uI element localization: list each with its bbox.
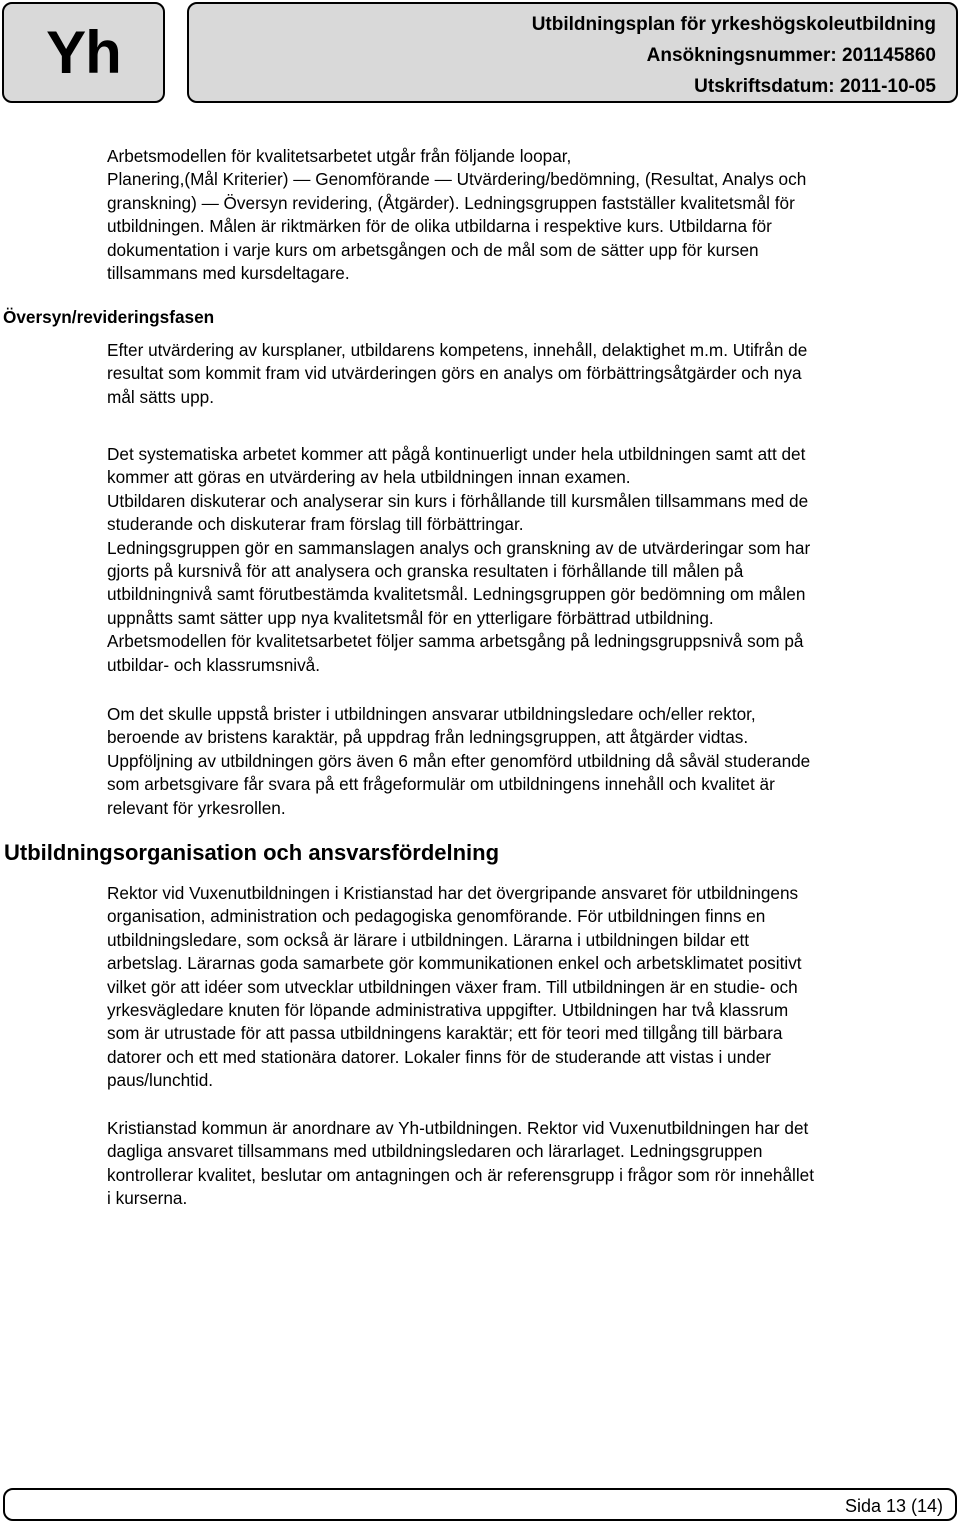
paragraph-quality-model xyxy=(107,145,942,285)
text-line: utbildningsledare, som också är lärare i utbildningen. Lärarna i utbildningen bildar ett xyxy=(107,929,750,950)
text-line: Rektor vid Vuxenutbildningen i Kristianstad har det övergripande ansvaret för utbildningens xyxy=(107,883,799,903)
text-line: Utbildaren diskuterar och analyserar sin kurs i förhållande till kursmålen tillsammans med de xyxy=(107,490,809,511)
text-line: Arbetsmodellen för kvalitetsarbetet följer samma arbetsgång på ledningsgruppsnivå som på xyxy=(107,631,804,652)
text-line: gjorts på kursnivå för att analysera och granska resultaten i förhållande till målen på xyxy=(107,561,744,582)
text-line: utbildningen. Målen är riktmärken för de olika utbildarna i respektive kurs. Utbildarna för xyxy=(107,216,772,237)
text-line: uppnåtts samt sätter upp nya kvalitetsmål för en ytterligare förbättrad utbildning. xyxy=(107,607,714,628)
text-line: organisation, administration och pedagogiska genomförande. För utbildningen finns en xyxy=(107,906,766,927)
section-title-organisation: Utbildningsorganisation och ansvarsfördelning xyxy=(4,840,500,865)
logo-box xyxy=(2,2,165,103)
text-line: kommer att göras en utvärdering av hela utbildningen innan examen. xyxy=(107,467,631,488)
paragraph-organisation xyxy=(107,882,942,1093)
text-line: dokumentation i varje kurs om arbetsgången och de mål som de sätter upp för kursen xyxy=(107,239,759,260)
side-heading-review-phase: Översyn/revideringsfasen xyxy=(3,307,215,327)
text-line: relevant för yrkesrollen. xyxy=(107,797,286,818)
text-line: kontrollerar kvalitet, beslutar om antagningen och är referensgrupp i frågor som rör innehållet xyxy=(107,1164,814,1185)
text-line: Kristianstad kommun är anordnare av Yh-utbildningen. Rektor vid Vuxenutbildningen har det xyxy=(107,1118,809,1138)
paragraph-systematic-work xyxy=(107,443,942,677)
application-number: Ansökningsnummer: 201145860 xyxy=(646,45,936,66)
text-line: som är utrustade för att passa utbildningens karaktär; ett för teori med tillgång till bärbara xyxy=(107,1023,783,1044)
text-line: dagliga ansvaret tillsammans med utbildningsledaren och lärarlaget. Ledningsgruppen xyxy=(107,1141,763,1162)
text-line: Det systematiska arbetet kommer att pågå kontinuerligt under hela utbildningen samt att det xyxy=(107,444,806,464)
text-line: Uppföljning av utbildningen görs även 6 mån efter genomförd utbildning då såväl studerande xyxy=(107,750,811,771)
text-line: studerande och diskuterar fram förslag till förbättringar. xyxy=(107,514,524,535)
text-line: yrkesvägledare knuten för löpande administrativa uppgifter. Utbildningen har två klassrum xyxy=(107,1000,789,1021)
text-line: i kurserna. xyxy=(107,1188,188,1209)
text-line: Planering,(Mål Kriterier) — Genomförande — Utvärdering/bedömning, (Resultat, Analys och xyxy=(107,169,807,190)
page-footer xyxy=(3,1488,957,1521)
text-line: granskning) — Översyn revidering, (Åtgärder). Ledningsgruppen fastställer kvalitetsmål för xyxy=(107,192,795,213)
yh-logo: Yh xyxy=(46,19,121,86)
text-line: datorer och ett med stationära datorer. Lokaler finns för de studerande att vistas i under xyxy=(107,1046,772,1067)
text-line: tillsammans med kursdeltagare. xyxy=(107,263,350,284)
text-line: paus/lunchtid. xyxy=(107,1070,214,1091)
text-line: vilket gör att idéer som utvecklar utbildningen växer fram. Till utbildningen är en studie- och xyxy=(107,976,798,997)
text-line: som arbetsgivare får svara på ett frågeformulär om utbildningens innehåll och kvalitet är xyxy=(107,774,775,795)
paragraph-deficiencies xyxy=(107,703,942,820)
print-date: Utskriftsdatum: 2011-10-05 xyxy=(694,76,936,97)
text-line: Ledningsgruppen gör en sammanslagen analys och granskning av de utvärderingar som har xyxy=(107,537,811,558)
text-line: Om det skulle uppstå brister i utbildningen ansvarar utbildningsledare och/eller rektor, xyxy=(107,704,756,724)
text-line: beroende av bristens karaktär, på uppdrag från ledningsgruppen, att åtgärder vidtas. xyxy=(107,727,749,748)
text-line: utbildningnivå samt förutbestämda kvalitetsmål. Ledningsgruppen gör bedömning om målen xyxy=(107,584,806,605)
text-line: arbetslag. Lärarnas goda samarbete gör kommunikationen enkel och arbetsklimatet positivt xyxy=(107,953,802,974)
paragraph-municipality xyxy=(107,1117,942,1211)
document-header xyxy=(187,2,958,103)
header-title: Utbildningsplan för yrkeshögskoleutbildning xyxy=(531,14,936,35)
text-line: utbildar- och klassrumsnivå. xyxy=(107,654,321,675)
text-line: Efter utvärdering av kursplaner, utbildarens kompetens, innehåll, delaktighet m.m. Utifrån de xyxy=(107,340,808,360)
text-line: mål sätts upp. xyxy=(107,386,214,407)
text-line: Arbetsmodellen för kvalitetsarbetet utgår från följande loopar, xyxy=(107,146,572,166)
page-number: Sida 13 (14) xyxy=(844,1496,943,1516)
paragraph-review xyxy=(107,339,942,409)
text-line: resultat som kommit fram vid utvärderingen görs en analys om förbättringsåtgärder och nya xyxy=(107,363,802,384)
